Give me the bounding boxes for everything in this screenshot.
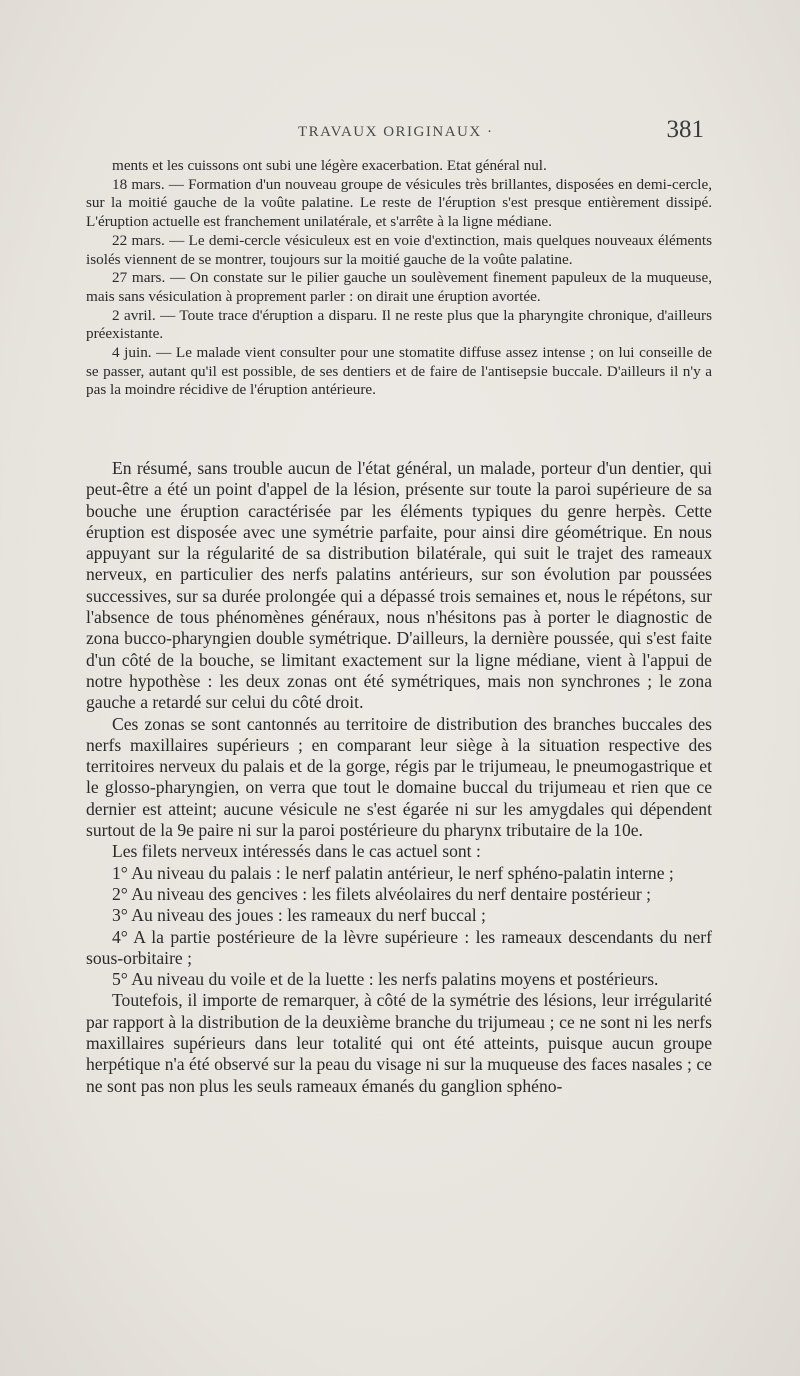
note-paragraph: ments et les cuissons ont subi une légère exacerbation. Etat général nul.	[112, 157, 547, 174]
main-text	[86, 458, 712, 1097]
body-paragraph: En résumé, sans trouble aucun de l'état général, un malade, porteur d'un dentier, qui peut-être a été un point d'appel de la lésion, présente sur toute la paroi supérieure de sa bouche une éruption caractérisée par les éléments typiques du genre herpès. Cette éruption est disposée avec une symétrie parfaite, pour ainsi dire géométrique. En nous appuyant sur la régularité de sa distribution bilatérale, qui suit le trajet des rameaux nerveux, en particulier des nerfs palatins antérieurs, sur son évolution par poussées successives, sur sa durée prolongée qui a dépassé trois semaines et, nous le répétons, sur l'absence de tous phénomènes généraux, nous n'hésitons pas à porter le diagnostic de zona bucco-pharyngien double symétrique. D'ailleurs, la dernière poussée, qui s'est faite d'un côté de la bouche, se limitant exactement sur la ligne médiane, vient à l'appui de notre hypothèse : les deux zonas ont été symétriques, mais non synchrones ; le zona gauche a retardé sur celui du côté droit.	[86, 458, 712, 713]
body-paragraph: Les filets nerveux intéressés dans le cas actuel sont :	[112, 841, 481, 862]
note-paragraph: 2 avril. — Toute trace d'éruption a disparu. Il ne reste plus que la pharyngite chronique, d'ailleurs préexistante.	[86, 306, 712, 343]
running-title: TRAVAUX ORIGINAUX ·	[298, 124, 494, 140]
note-paragraph: 27 mars. — On constate sur le pilier gauche un soulèvement finement papuleux de la muqueuse, mais sans vésiculation à proprement parler : on dirait une éruption avortée.	[86, 269, 712, 305]
case-notes	[86, 157, 712, 400]
list-item: 2° Au niveau des gencives : les filets alvéolaires du nerf dentaire postérieur ;	[112, 883, 652, 904]
note-paragraph: 22 mars. — Le demi-cercle vésiculeux est en voie d'extinction, mais quelques nouveaux éléments isolés viennent de se montrer, toujours sur la moitié gauche de la voûte palatine.	[86, 231, 712, 268]
list-item: 3° Au niveau des joues : les rameaux du nerf buccal ;	[112, 905, 486, 926]
page-number: 381	[666, 116, 704, 143]
list-item: 5° Au niveau du voile et de la luette : les nerfs palatins moyens et postérieurs.	[112, 969, 659, 990]
note-paragraph: 18 mars. — Formation d'un nouveau groupe de vésicules très brillantes, disposées en demi-cercle, sur la moitié gauche de la voûte palatine. Le reste de l'éruption s'est presque entièrement dissipé. L'éruption actuelle est franchement unilatérale, et s'arrête à la ligne médiane.	[86, 175, 712, 231]
note-paragraph: 4 juin. — Le malade vient consulter pour une stomatite diffuse assez intense ; on lui conseille de se passer, autant qu'il est possible, de ses dentiers et de faire de l'antisepsie buccale. D'ailleurs il n'y a pas la moindre récidive de l'éruption antérieure.	[86, 344, 712, 399]
body-paragraph: Toutefois, il importe de remarquer, à côté de la symétrie des lésions, leur irrégularité par rapport à la distribution de la deuxième branche du trijumeau ; ce ne sont ni les nerfs maxillaires supérieurs dans leur totalité qui ont été atteints, puisque aucun groupe herpétique n'a été observé sur la peau du visage ni sur la muqueuse des faces nasales ; ce ne sont pas non plus les seuls rameaux émanés du ganglion sphéno-	[86, 990, 712, 1096]
list-item: 1° Au niveau du palais : le nerf palatin antérieur, le nerf sphéno-palatin interne ;	[112, 862, 674, 883]
body-paragraph: Ces zonas se sont cantonnés au territoire de distribution des branches buccales des nerfs maxillaires supérieurs ; en comparant leur siège à la situation respective des territoires nerveux du palais et de la gorge, régis par le trijumeau, le pneumogastrique et le glosso-pharyngien, on verra que tout le domaine buccal du trijumeau et rien que ce dernier est atteint; aucune vésicule ne s'est égarée ni sur les amygdales qui dépendent surtout de la 9e paire ni sur la paroi postérieure du pharynx tributaire de la 10e.	[86, 713, 712, 841]
page-header	[88, 116, 710, 150]
list-item: 4° A la partie postérieure de la lèvre supérieure : les rameaux descendants du nerf sous-orbitaire ;	[86, 926, 712, 968]
